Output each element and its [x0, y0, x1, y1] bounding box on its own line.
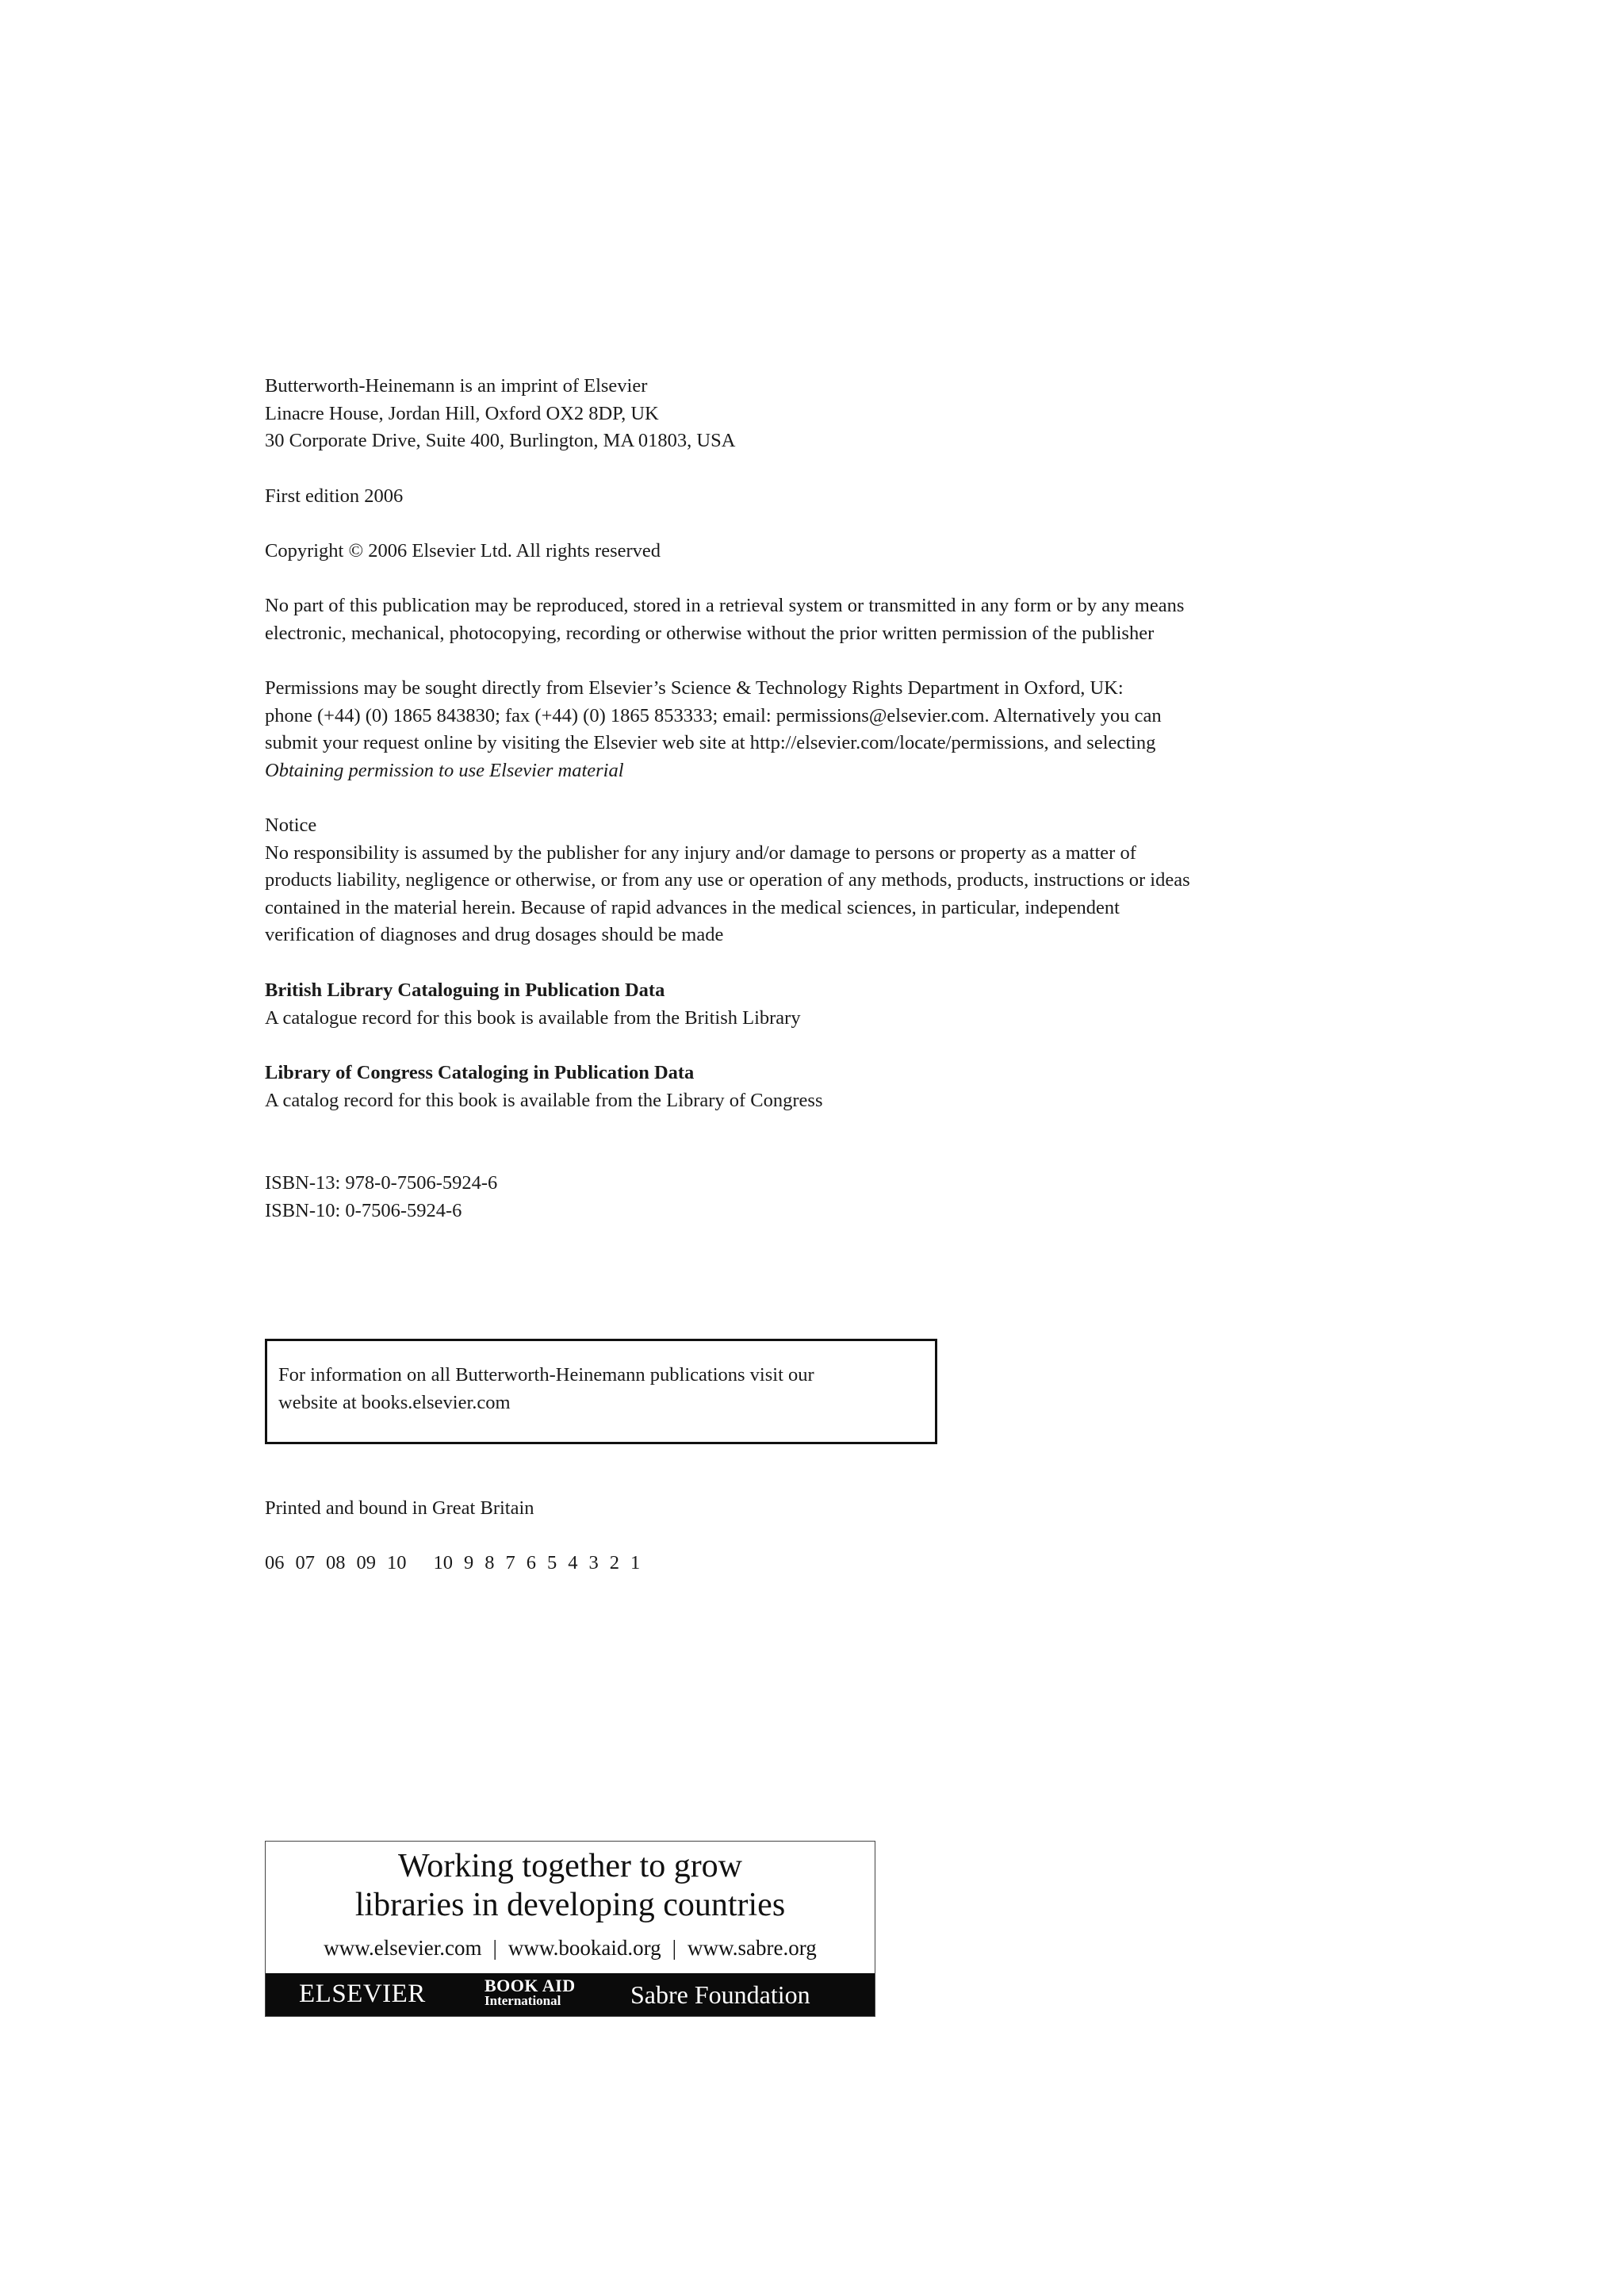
- permissions-link-title: Obtaining permission to use Elsevier material: [265, 759, 624, 781]
- banner-tagline: libraries in developing countries: [354, 1887, 786, 1923]
- bookaid-logo-line: BOOK AID: [485, 1976, 576, 1995]
- print-year: 06: [265, 1552, 285, 1573]
- library-of-congress-text: A catalog record for this book is available from the Library of Congress: [265, 1089, 823, 1111]
- elsevier-url: www.elsevier.com: [324, 1936, 482, 1960]
- notice-heading: Notice: [265, 815, 317, 836]
- banner-tagline: Working together to grow: [397, 1848, 743, 1884]
- publications-info-box: [265, 1339, 937, 1444]
- notice-line: No responsibility is assumed by the publisher for any injury and/or damage to persons or property as a matter of: [265, 841, 1136, 864]
- british-library-heading: British Library Cataloguing in Publication Data: [265, 979, 665, 1001]
- notice-line: verification of diagnoses and drug dosages should be made: [265, 924, 724, 945]
- print-year: 07: [295, 1552, 315, 1573]
- print-year: 10: [387, 1552, 407, 1573]
- british-library-text: A catalogue record for this book is available from the British Library: [265, 1006, 801, 1029]
- library-of-congress-block: [265, 1060, 823, 1114]
- rights-block: [265, 592, 1184, 647]
- bookaid-logo: [485, 1978, 576, 2008]
- library-partnership-banner: [265, 1841, 875, 2017]
- elsevier-logo: ELSEVIER: [299, 1980, 426, 2008]
- copyright-block: [265, 538, 661, 565]
- imprint-block: [265, 373, 735, 455]
- permissions-line: Permissions may be sought directly from Elsevier’s Science & Technology Rights Department in Oxford, UK:: [265, 677, 1124, 699]
- url-separator: |: [672, 1936, 677, 1960]
- impression-number: 2: [609, 1552, 619, 1573]
- edition-text: First edition 2006: [265, 485, 404, 507]
- isbn-block: [265, 1170, 497, 1225]
- impression-number: 9: [464, 1552, 474, 1573]
- notice-line: contained in the material herein. Because of rapid advances in the medical sciences, in particular, independent: [265, 896, 1120, 918]
- edition-block: [265, 483, 403, 511]
- print-year: 09: [356, 1552, 376, 1573]
- permissions-block: [265, 675, 1162, 784]
- impression-number: 5: [547, 1552, 557, 1573]
- printed-block: [265, 1495, 534, 1523]
- permissions-line: phone (+44) (0) 1865 843830; fax (+44) (0) 1865 853333; email: permissions@elsevier.com. Alternatively you can: [265, 704, 1162, 726]
- print-year: 08: [326, 1552, 346, 1573]
- banner-urls: [266, 1934, 875, 1961]
- notice-line: products liability, negligence or otherwise, or from any use or operation of any methods, products, instructions or ideas: [265, 869, 1190, 891]
- impression-number: 4: [568, 1552, 578, 1573]
- bookaid-logo-line: International: [485, 1993, 561, 2008]
- sabre-url: www.sabre.org: [688, 1936, 817, 1960]
- print-numbers-line: [265, 1550, 651, 1577]
- url-separator: |: [492, 1936, 497, 1960]
- permissions-line: submit your request online by visiting the Elsevier web site at http://elsevier.com/locate/permissions, and selecting: [265, 732, 1156, 753]
- impression-number: 6: [526, 1552, 536, 1573]
- info-box-line: For information on all Butterworth-Heinemann publications visit our: [278, 1364, 814, 1386]
- rights-line: No part of this publication may be reproduced, stored in a retrieval system or transmitted in any form or by any means: [265, 595, 1185, 616]
- notice-block: [265, 812, 1190, 949]
- address-usa: 30 Corporate Drive, Suite 400, Burlington, MA 01803, USA: [265, 430, 736, 451]
- isbn-10: ISBN-10: 0-7506-5924-6: [265, 1199, 462, 1221]
- printed-text: Printed and bound in Great Britain: [265, 1497, 534, 1519]
- rights-line: electronic, mechanical, photocopying, recording or otherwise without the prior written permission of the publisher: [265, 622, 1155, 644]
- isbn-13: ISBN-13: 978-0-7506-5924-6: [265, 1172, 498, 1194]
- impression-number: 1: [630, 1552, 641, 1573]
- impression-number: 8: [485, 1552, 495, 1573]
- impression-number: 7: [505, 1552, 515, 1573]
- info-box-line: website at books.elsevier.com: [278, 1391, 511, 1413]
- library-of-congress-heading: Library of Congress Cataloging in Publication Data: [265, 1062, 695, 1083]
- bookaid-url: www.bookaid.org: [508, 1936, 661, 1960]
- british-library-block: [265, 977, 801, 1032]
- banner-logo-bar: [266, 1973, 875, 2016]
- copyright-text: Copyright © 2006 Elsevier Ltd. All rights reserved: [265, 540, 661, 562]
- impression-number: 3: [588, 1552, 599, 1573]
- address-uk: Linacre House, Jordan Hill, Oxford OX2 8DP, UK: [265, 402, 659, 424]
- sabre-foundation-logo: Sabre Foundation: [630, 1980, 810, 2009]
- impression-number: 10: [433, 1552, 453, 1573]
- imprint-line: Butterworth-Heinemann is an imprint of Elsevier: [265, 375, 648, 397]
